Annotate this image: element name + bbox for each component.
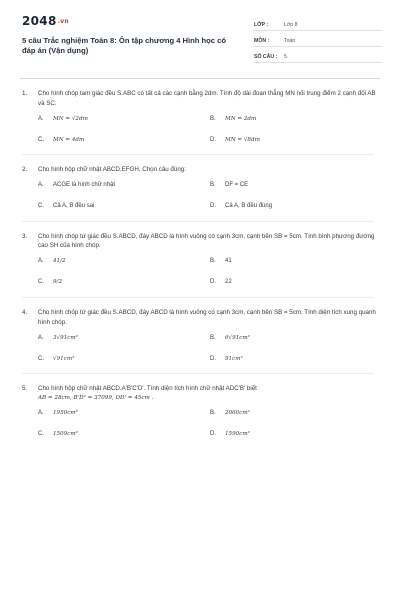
meta-label: SỐ CÂU : xyxy=(254,54,278,60)
answer-option-b[interactable] xyxy=(210,181,370,190)
question-number: 1. xyxy=(22,90,28,97)
question-3 xyxy=(22,232,384,298)
answer-option-c[interactable] xyxy=(38,354,210,363)
question-1 xyxy=(22,89,384,155)
answer-option-a[interactable] xyxy=(38,181,210,190)
header-divider xyxy=(20,78,380,79)
option-letter: A. xyxy=(38,410,44,417)
option-text: 1950cm² xyxy=(53,410,78,417)
question-text-row xyxy=(22,384,384,394)
document-title: 5 câu Trắc nghiệm Toán 8: Ôn tập chương 4 Hình học có đáp án (Vận dụng) xyxy=(22,36,227,55)
option-letter: C. xyxy=(38,431,44,438)
meta-label: LỚP : xyxy=(254,22,269,28)
answer-option-d[interactable] xyxy=(210,430,370,439)
site-logo[interactable] xyxy=(22,14,232,28)
question-5 xyxy=(22,384,384,439)
option-text: ACGE là hình chữ nhật xyxy=(53,182,116,189)
answer-options xyxy=(38,114,384,144)
option-letter: D. xyxy=(210,279,216,286)
option-letter: C. xyxy=(38,203,44,210)
option-text: 6√91cm² xyxy=(225,334,250,341)
answer-option-d[interactable] xyxy=(210,354,370,363)
option-letter: D. xyxy=(210,203,216,210)
meta-value: 5 xyxy=(284,54,287,60)
answer-option-c[interactable] xyxy=(38,135,210,144)
option-text: 91cm² xyxy=(225,355,243,362)
question-separator xyxy=(22,297,374,298)
question-text-row xyxy=(22,232,384,251)
question-number: 2. xyxy=(22,166,28,174)
answer-option-d[interactable] xyxy=(210,278,370,287)
option-text: MN = 4dm xyxy=(53,136,85,143)
question-2 xyxy=(22,165,384,222)
answer-option-b[interactable] xyxy=(210,333,370,342)
answer-option-a[interactable] xyxy=(38,114,210,123)
question-list xyxy=(22,89,384,439)
question-separator xyxy=(22,154,374,155)
option-letter: C. xyxy=(38,279,44,286)
option-letter: D. xyxy=(210,355,216,362)
option-letter: D. xyxy=(210,431,216,438)
option-text: Cả A, B đều đúng xyxy=(225,203,273,210)
option-text: 3√91cm² xyxy=(53,334,78,341)
option-text: 41 xyxy=(225,258,232,265)
option-letter: A. xyxy=(38,334,44,341)
answer-option-d[interactable] xyxy=(210,135,370,144)
option-text: 1590cm² xyxy=(225,431,250,438)
answer-option-b[interactable] xyxy=(210,409,370,418)
question-text: Cho hình hộp chữ nhật ABCD.EFGH. Chọn câu đúng: xyxy=(38,166,186,174)
question-text-row xyxy=(22,308,384,327)
question-4 xyxy=(22,308,384,374)
question-text: Cho hình chóp tứ giác đều S.ABCD, đáy ABCD là hình vuông có cạnh 3cm, cạnh bên SB = 5cm. Tính diện tích xung quanh hình chóp. xyxy=(38,308,376,326)
option-letter: B. xyxy=(210,115,216,122)
answer-option-a[interactable] xyxy=(38,257,210,266)
option-text: 9/2 xyxy=(53,279,63,286)
meta-value: Lớp 8 xyxy=(284,22,298,28)
answer-option-a[interactable] xyxy=(38,333,210,342)
meta-label: MÔN : xyxy=(254,38,270,44)
question-text: Cho hình chóp tam giác đều S.ABC có tất cả các cạnh bằng 2dm. Tính độ dài đoạn thẳng MN nối trung điểm 2 cạnh đối AB và SC. xyxy=(38,90,376,107)
answer-option-b[interactable] xyxy=(210,114,370,123)
option-text: DF = CE xyxy=(225,182,249,189)
answer-options xyxy=(38,409,384,439)
question-number: 5. xyxy=(22,385,28,393)
question-number: 4. xyxy=(22,308,28,316)
answer-options xyxy=(38,333,384,363)
question-text-row xyxy=(22,165,384,175)
question-text: Cho hình chóp tứ giác đều S.ABCD, đáy ABCD là hình vuông có cạnh 3cm, cạnh bên SB = 5cm. Tính bình phương đường cao SH của hình chóp. xyxy=(38,232,375,250)
logo-suffix: .vn xyxy=(57,18,69,25)
question-text-row xyxy=(22,89,384,108)
option-letter: A. xyxy=(38,115,44,122)
question-formula: AB = 28cm, B'D² = 37099, DD' = 45cm . xyxy=(38,394,154,401)
answer-option-c[interactable] xyxy=(38,430,210,439)
question-separator xyxy=(22,221,374,222)
question-number: 3. xyxy=(22,232,28,240)
option-letter: B. xyxy=(210,334,216,341)
option-text: 41/2 xyxy=(53,258,66,265)
option-text: Cả A, B đều sai xyxy=(53,203,95,210)
option-letter: C. xyxy=(38,355,44,362)
option-text: MN = √8dm xyxy=(225,136,260,143)
option-text: √91cm² xyxy=(53,355,75,362)
answer-option-c[interactable] xyxy=(38,278,210,287)
answer-options xyxy=(38,257,384,287)
option-text: MN = √2dm xyxy=(53,115,88,122)
meta-row-class xyxy=(254,18,382,31)
option-text: 1509cm² xyxy=(53,431,78,438)
question-text: Cho hình hộp chữ nhật ABCD.A'B'C'D'. Tính diện tích hình chữ nhật ADC'B' biết xyxy=(38,385,257,393)
option-letter: B. xyxy=(210,410,216,417)
meta-row-count xyxy=(254,50,382,63)
option-text: 22 xyxy=(225,279,232,286)
option-letter: B. xyxy=(210,258,216,265)
question-separator xyxy=(22,373,374,374)
option-letter: C. xyxy=(38,136,44,143)
option-letter: A. xyxy=(38,182,44,189)
meta-value: Toán xyxy=(284,38,296,44)
meta-row-subject xyxy=(254,34,382,47)
option-text: MN = 2dm xyxy=(225,115,257,122)
meta-table xyxy=(254,18,382,66)
header-left xyxy=(22,14,232,66)
logo-main: 2048 xyxy=(22,14,57,28)
answer-option-c[interactable] xyxy=(38,202,210,211)
option-letter: B. xyxy=(210,182,216,189)
option-letter: D. xyxy=(210,136,216,143)
answer-option-a[interactable] xyxy=(38,409,210,418)
document-header xyxy=(22,14,384,66)
option-text: 2060cm² xyxy=(225,410,250,417)
option-letter: A. xyxy=(38,258,44,265)
answer-options xyxy=(38,181,384,211)
answer-option-b[interactable] xyxy=(210,257,370,266)
answer-option-d[interactable] xyxy=(210,202,370,211)
